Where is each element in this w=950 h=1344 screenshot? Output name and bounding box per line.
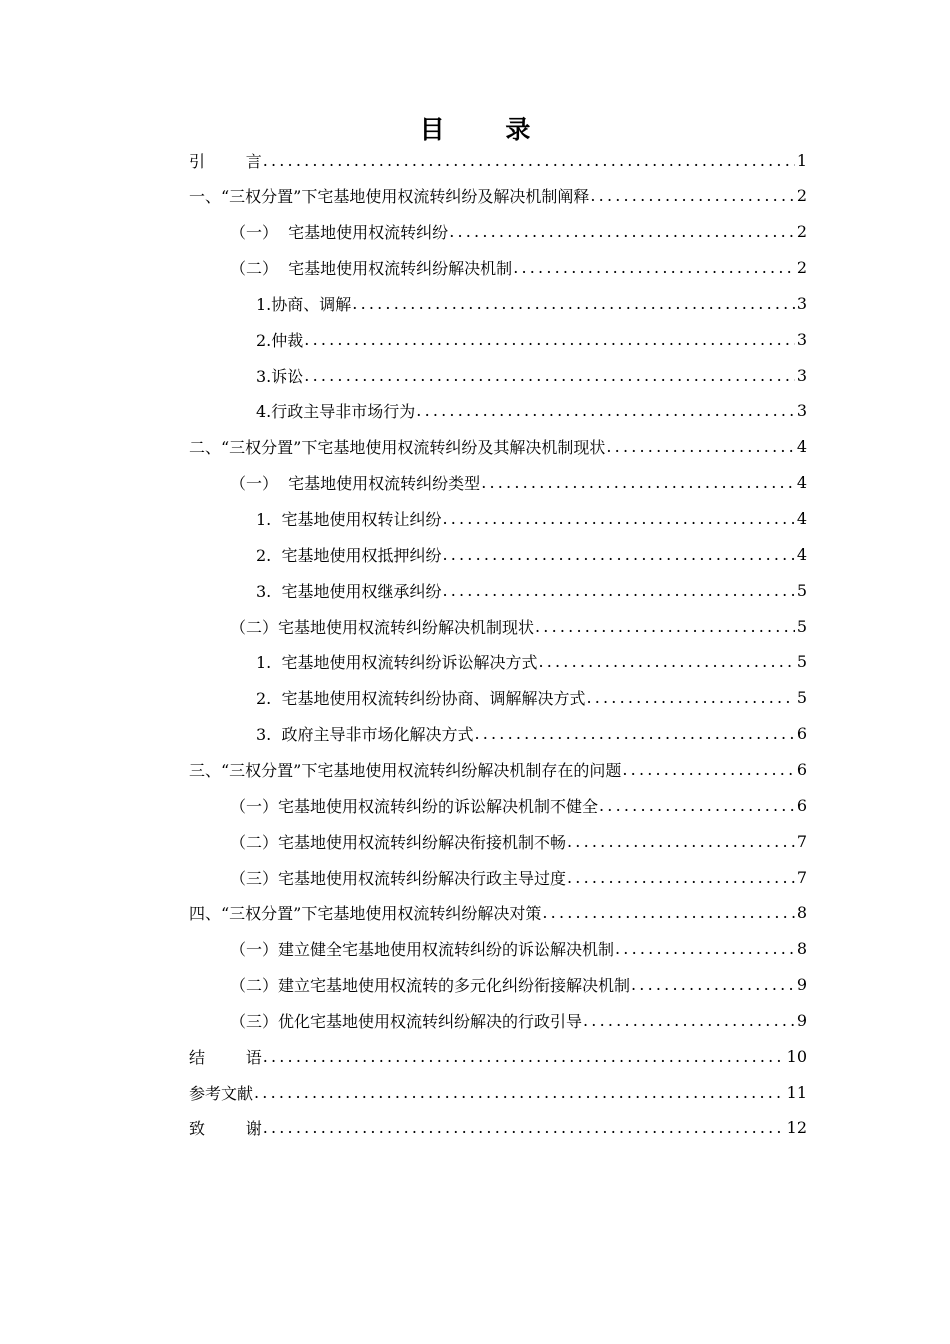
toc-entry-title: （三）优化宅基地使用权流转纠纷解决的行政引导	[230, 1011, 583, 1031]
toc-page-number: 7	[796, 831, 807, 851]
toc-entry[interactable]	[256, 680, 807, 716]
toc-entry[interactable]	[256, 393, 807, 429]
toc-leader-dots	[263, 1047, 785, 1066]
toc-entry-title: （二）宅基地使用权流转纠纷解决衔接机制不畅	[230, 832, 567, 852]
toc-entry[interactable]	[230, 608, 807, 644]
toc-leader-dots	[567, 868, 795, 887]
toc-entry[interactable]	[230, 823, 807, 859]
toc-entry[interactable]	[189, 895, 807, 931]
toc-entry[interactable]	[256, 644, 807, 680]
toc-entry-title: 4.行政主导非市场行为	[256, 402, 416, 422]
toc-entry-title: 2.仲裁	[256, 330, 304, 350]
toc-page-number: 8	[796, 903, 807, 923]
toc-title: 目 录	[419, 115, 557, 144]
toc-page-number: 6	[796, 724, 807, 744]
toc-leader-dots	[254, 1083, 785, 1102]
toc-page-number: 7	[796, 867, 807, 887]
toc-page-number: 4	[796, 437, 807, 457]
toc-entry-title: 四、“三权分置”下宅基地使用权流转纠纷解决对策	[189, 904, 542, 924]
toc-leader-dots	[263, 151, 795, 170]
toc-entry[interactable]	[230, 967, 807, 1003]
toc-leader-dots	[631, 975, 795, 994]
toc-entry[interactable]	[256, 536, 807, 572]
toc-leader-dots	[513, 258, 795, 277]
toc-page-number: 3	[796, 365, 807, 385]
toc-page-number: 4	[796, 473, 807, 493]
toc-leader-dots	[481, 473, 795, 492]
toc-entry[interactable]	[189, 751, 807, 787]
toc-leader-dots	[442, 581, 794, 600]
toc-leader-dots	[622, 760, 794, 779]
toc-leader-dots	[304, 366, 795, 385]
toc-leader-dots	[542, 903, 794, 922]
toc-entry[interactable]	[230, 931, 807, 967]
toc-leader-dots	[535, 617, 795, 636]
toc-entry[interactable]	[189, 429, 807, 465]
toc-page-number: 3	[796, 329, 807, 349]
toc-page-number: 9	[796, 1010, 807, 1030]
toc-leader-dots	[583, 1011, 795, 1030]
toc-entry-title: 3.诉讼	[256, 366, 304, 386]
toc-leader-dots	[416, 401, 795, 420]
toc-entry[interactable]	[230, 859, 807, 895]
toc-leader-dots	[263, 1118, 785, 1137]
toc-leader-dots	[567, 832, 795, 851]
toc-page-number: 12	[786, 1118, 807, 1138]
toc-entry-title: 1.协商、调解	[256, 294, 352, 314]
toc-entry-title: （二） 宅基地使用权流转纠纷解决机制	[230, 259, 513, 279]
toc-leader-dots	[474, 724, 794, 743]
toc-page-number: 8	[796, 939, 807, 959]
toc-page-number: 3	[796, 293, 807, 313]
toc-entry-title: （一）宅基地使用权流转纠纷的诉讼解决机制不健全	[230, 796, 599, 816]
toc-entry[interactable]	[189, 178, 807, 214]
toc-entry[interactable]	[189, 1110, 807, 1146]
toc-leader-dots	[449, 222, 795, 241]
toc-entry[interactable]	[189, 1074, 807, 1110]
toc-leader-dots	[352, 294, 795, 313]
toc-page-number: 2	[796, 258, 807, 278]
toc-entry-title: 1. 宅基地使用权流转纠纷诉讼解决方式	[256, 653, 538, 673]
toc-page-number: 5	[796, 580, 807, 600]
toc-entry[interactable]	[256, 501, 807, 537]
toc-entry[interactable]	[230, 465, 807, 501]
toc-entry-title: 3. 政府主导非市场化解决方式	[256, 725, 474, 745]
toc-entry-title: （一） 宅基地使用权流转纠纷	[230, 223, 449, 243]
toc-entry-title: 1. 宅基地使用权转让纠纷	[256, 510, 442, 529]
toc-leader-dots	[590, 186, 794, 205]
toc-page-number: 1	[796, 150, 807, 170]
toc-entry-title: 引 言	[189, 151, 262, 171]
toc-leader-dots	[606, 437, 794, 456]
toc-entry-title: 结 语	[189, 1047, 262, 1067]
toc-page-number: 3	[796, 401, 807, 421]
toc-leader-dots	[442, 509, 794, 528]
toc-entry[interactable]	[189, 1038, 807, 1074]
toc-page-number: 4	[796, 509, 807, 528]
toc-entry[interactable]	[256, 285, 807, 321]
toc-leader-dots	[442, 545, 794, 564]
toc-entry[interactable]	[230, 250, 807, 286]
toc-entry[interactable]	[256, 357, 807, 393]
toc-page-number: 5	[796, 616, 807, 636]
toc-entry-title: 3. 宅基地使用权继承纠纷	[256, 581, 442, 601]
toc-leader-dots	[586, 688, 794, 707]
toc-page-number: 5	[796, 652, 807, 672]
toc-entry-title: 致 谢	[189, 1119, 262, 1139]
toc-entry[interactable]	[230, 1002, 807, 1038]
toc-entry-title: 三、“三权分置”下宅基地使用权流转纠纷解决机制存在的问题	[189, 760, 622, 780]
toc-page-number: 5	[796, 688, 807, 708]
toc-page-number: 6	[796, 759, 807, 779]
toc-entry-title: （二）宅基地使用权流转纠纷解决机制现状	[230, 617, 535, 637]
toc-page-number: 6	[796, 795, 807, 815]
toc-page-number: 11	[786, 1082, 807, 1102]
toc-entry-title: 参考文献	[189, 1083, 254, 1103]
toc-page-number: 9	[796, 975, 807, 995]
toc-entry[interactable]	[230, 787, 807, 823]
toc-page-number: 10	[786, 1046, 807, 1066]
toc-entry-title: 2. 宅基地使用权流转纠纷协商、调解解决方式	[256, 689, 586, 709]
toc-leader-dots	[538, 652, 794, 671]
toc-entry[interactable]	[230, 214, 807, 250]
toc-entry-title: 2. 宅基地使用权抵押纠纷	[256, 545, 442, 565]
toc-leader-dots	[304, 330, 795, 349]
toc-entry-title: （二）建立宅基地使用权流转的多元化纠纷衔接解决机制	[230, 976, 631, 996]
toc-entry[interactable]	[256, 321, 807, 357]
toc-entry[interactable]	[189, 142, 807, 178]
toc-page-number: 4	[796, 544, 807, 564]
toc-leader-dots	[615, 939, 795, 958]
toc-entry-title: 一、“三权分置”下宅基地使用权流转纠纷及解决机制阐释	[189, 187, 590, 207]
toc-entry[interactable]	[256, 716, 807, 752]
toc-entry-title: （三）宅基地使用权流转纠纷解决行政主导过度	[230, 868, 567, 888]
toc-entry[interactable]	[256, 572, 807, 608]
toc-leader-dots	[599, 796, 795, 815]
toc-page-number: 2	[796, 186, 807, 206]
toc-entry-title: （一）建立健全宅基地使用权流转纠纷的诉讼解决机制	[230, 940, 615, 960]
toc-entry-title: （一） 宅基地使用权流转纠纷类型	[230, 474, 481, 494]
toc-entry-title: 二、“三权分置”下宅基地使用权流转纠纷及其解决机制现状	[189, 438, 606, 458]
toc-page-number: 2	[796, 222, 807, 242]
